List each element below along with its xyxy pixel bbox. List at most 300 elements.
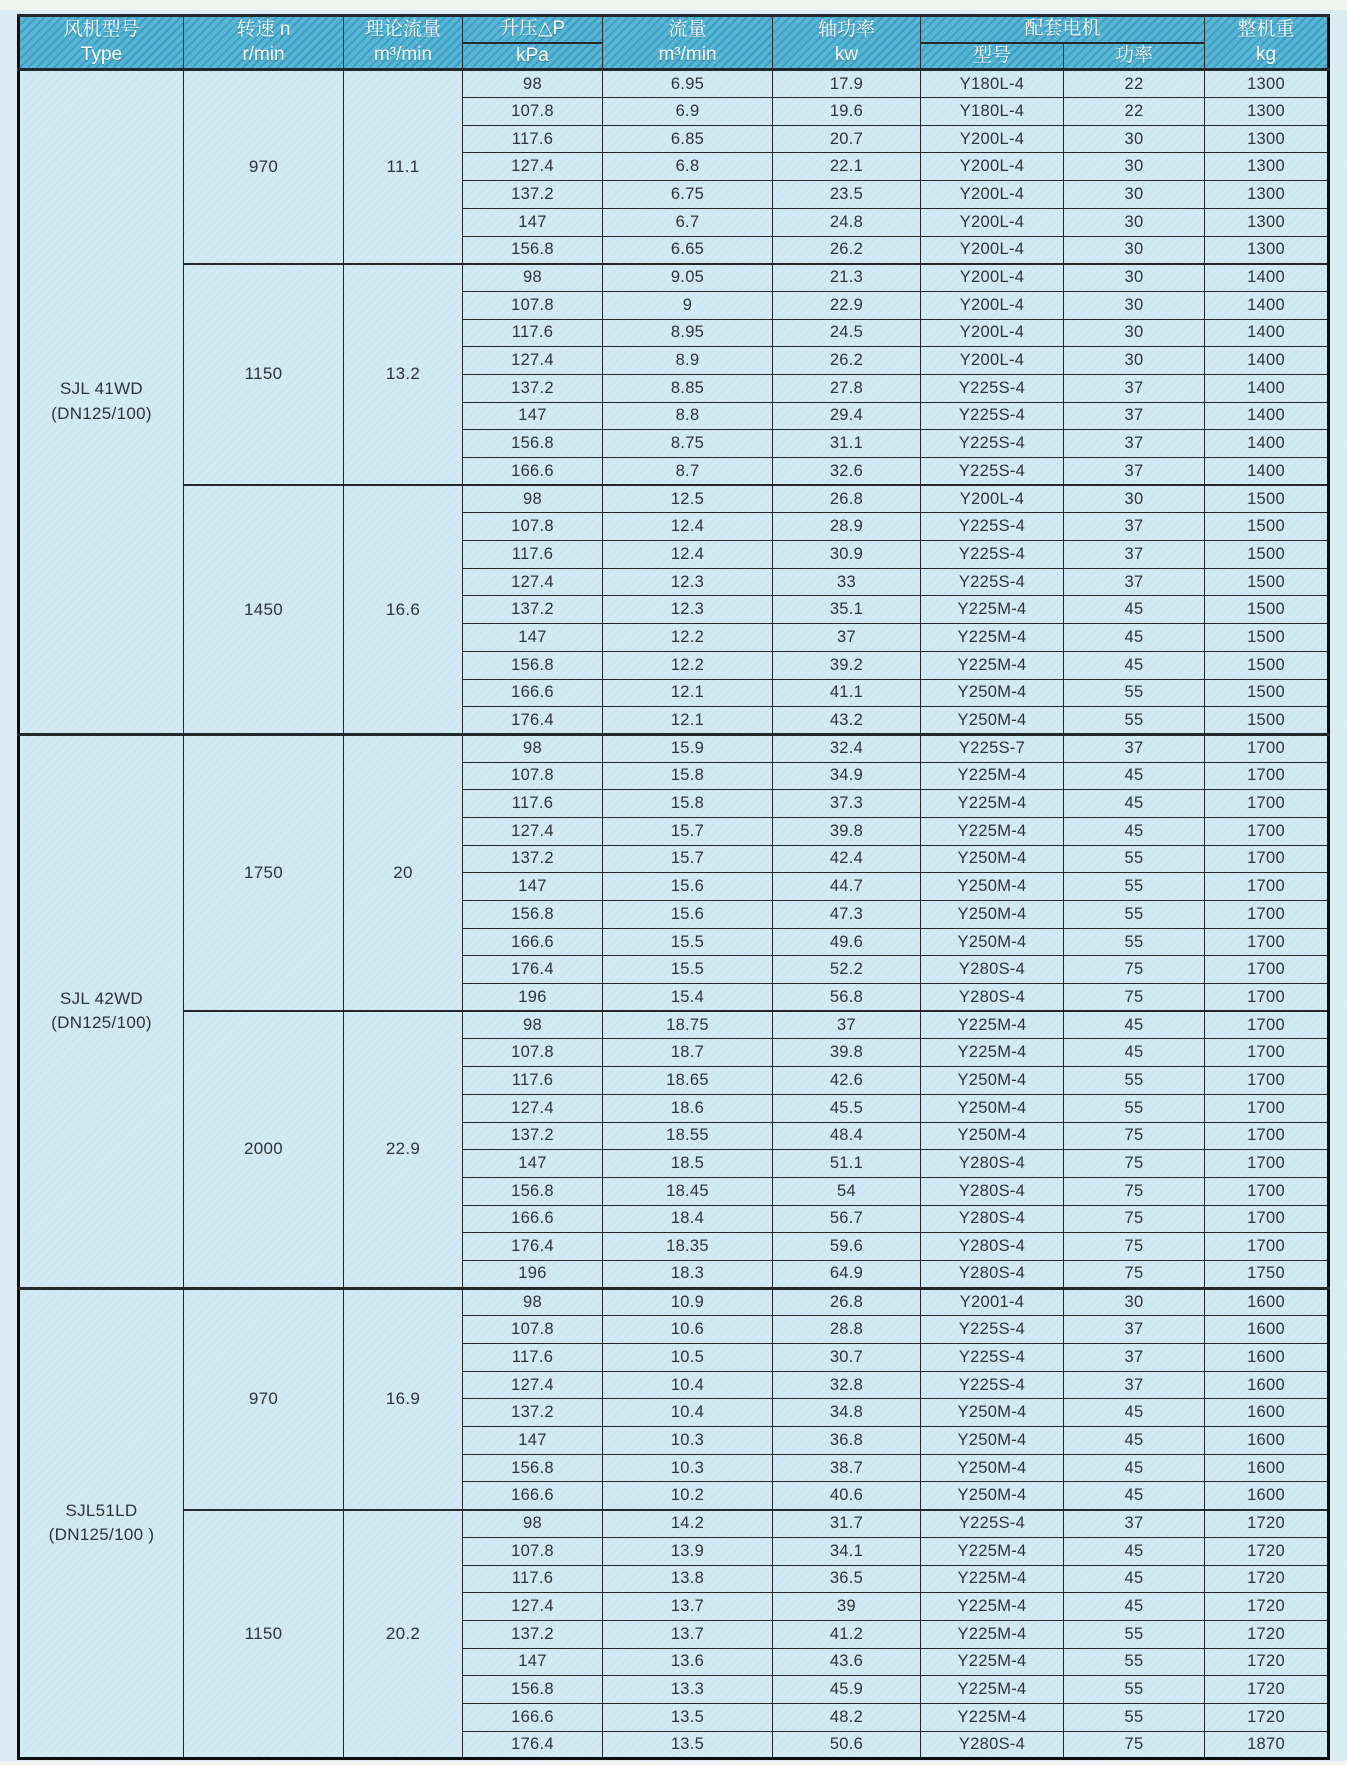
pressure-cell: 176.4	[463, 956, 603, 984]
pressure-cell: 117.6	[463, 1344, 603, 1372]
pressure-cell: 137.2	[463, 181, 603, 209]
motor-power-cell: 45	[1064, 817, 1205, 845]
weight-cell: 1500	[1205, 568, 1329, 596]
header-speed	[184, 16, 344, 70]
pressure-cell: 127.4	[463, 1094, 603, 1122]
motor-model-cell: Y225M-4	[921, 624, 1064, 652]
weight-cell: 1500	[1205, 679, 1329, 707]
pressure-cell: 117.6	[463, 319, 603, 347]
motor-model-cell: Y2001-4	[921, 1288, 1064, 1316]
flow-cell: 6.9	[603, 98, 773, 126]
header-shaft-power-zh: 轴功率	[817, 19, 875, 40]
flow-cell: 8.8	[603, 402, 773, 430]
motor-model-cell: Y225M-4	[921, 1011, 1064, 1039]
motor-model-cell: Y225M-4	[921, 1537, 1064, 1565]
flow-cell: 10.4	[603, 1371, 773, 1399]
flow-cell: 18.5	[603, 1150, 773, 1178]
motor-model-cell: Y180L-4	[921, 70, 1064, 98]
header-fan-model-en: Type	[80, 43, 123, 65]
weight-cell: 1870	[1205, 1731, 1329, 1759]
weight-cell: 1700	[1205, 1150, 1329, 1178]
motor-model-cell: Y250M-4	[921, 901, 1064, 929]
pressure-cell: 127.4	[463, 568, 603, 596]
pressure-cell: 156.8	[463, 901, 603, 929]
shaft-power-cell: 51.1	[773, 1150, 921, 1178]
motor-model-cell: Y200L-4	[921, 208, 1064, 236]
motor-model-cell: Y225M-4	[921, 1648, 1064, 1676]
pressure-cell: 117.6	[463, 541, 603, 569]
header-motor-model: 型号	[921, 43, 1064, 70]
pressure-cell: 127.4	[463, 153, 603, 181]
weight-cell: 1500	[1205, 596, 1329, 624]
flow-cell: 18.65	[603, 1067, 773, 1095]
header-weight-zh: 整机重	[1237, 19, 1295, 40]
fan-model-cell: SJL51LD (DN125/100 )	[19, 1288, 184, 1759]
motor-model-cell: Y200L-4	[921, 291, 1064, 319]
flow-cell: 18.55	[603, 1122, 773, 1150]
motor-power-cell: 45	[1064, 624, 1205, 652]
shaft-power-cell: 34.8	[773, 1399, 921, 1427]
flow-cell: 15.7	[603, 817, 773, 845]
weight-cell: 1600	[1205, 1482, 1329, 1510]
motor-model-cell: Y225M-4	[921, 1620, 1064, 1648]
motor-power-cell: 37	[1064, 458, 1205, 486]
motor-power-cell: 37	[1064, 1510, 1205, 1538]
shaft-power-cell: 56.7	[773, 1205, 921, 1233]
table-row	[19, 1288, 1329, 1316]
weight-cell: 1500	[1205, 485, 1329, 513]
motor-model-cell: Y280S-4	[921, 1260, 1064, 1288]
motor-model-cell: Y250M-4	[921, 1122, 1064, 1150]
weight-cell: 1600	[1205, 1344, 1329, 1372]
theoretical-flow-cell: 13.2	[344, 264, 463, 486]
weight-cell: 1700	[1205, 1233, 1329, 1261]
motor-power-cell: 45	[1064, 1454, 1205, 1482]
flow-cell: 6.85	[603, 125, 773, 153]
shaft-power-cell: 26.2	[773, 236, 921, 264]
flow-cell: 15.5	[603, 956, 773, 984]
pressure-cell: 107.8	[463, 291, 603, 319]
weight-cell: 1500	[1205, 541, 1329, 569]
table-header	[19, 16, 1329, 70]
header-shaft-power-unit: kw	[834, 43, 859, 65]
pressure-cell: 147	[463, 1427, 603, 1455]
shaft-power-cell: 32.8	[773, 1371, 921, 1399]
pressure-cell: 137.2	[463, 1122, 603, 1150]
flow-cell: 15.6	[603, 901, 773, 929]
pressure-cell: 156.8	[463, 1676, 603, 1704]
motor-model-cell: Y225M-4	[921, 596, 1064, 624]
motor-power-cell: 37	[1064, 1371, 1205, 1399]
weight-cell: 1400	[1205, 347, 1329, 375]
motor-model-cell: Y225M-4	[921, 1039, 1064, 1067]
flow-cell: 15.9	[603, 734, 773, 762]
motor-power-cell: 45	[1064, 1427, 1205, 1455]
motor-model-cell: Y200L-4	[921, 153, 1064, 181]
pressure-cell: 147	[463, 624, 603, 652]
shaft-power-cell: 36.8	[773, 1427, 921, 1455]
flow-cell: 8.75	[603, 430, 773, 458]
flow-cell: 12.1	[603, 707, 773, 735]
motor-model-cell: Y200L-4	[921, 347, 1064, 375]
flow-cell: 6.95	[603, 70, 773, 98]
motor-model-cell: Y250M-4	[921, 1067, 1064, 1095]
motor-power-cell: 30	[1064, 236, 1205, 264]
pressure-cell: 166.6	[463, 928, 603, 956]
weight-cell: 1700	[1205, 762, 1329, 790]
weight-cell: 1700	[1205, 1039, 1329, 1067]
shaft-power-cell: 36.5	[773, 1565, 921, 1593]
shaft-power-cell: 31.7	[773, 1510, 921, 1538]
theoretical-flow-cell: 16.9	[344, 1288, 463, 1510]
motor-power-cell: 45	[1064, 1537, 1205, 1565]
weight-cell: 1720	[1205, 1648, 1329, 1676]
motor-power-cell: 37	[1064, 734, 1205, 762]
weight-cell: 1700	[1205, 901, 1329, 929]
shaft-power-cell: 42.4	[773, 845, 921, 873]
motor-power-cell: 37	[1064, 1316, 1205, 1344]
flow-cell: 13.7	[603, 1620, 773, 1648]
motor-model-cell: Y225S-4	[921, 374, 1064, 402]
motor-power-cell: 45	[1064, 1011, 1205, 1039]
motor-model-cell: Y250M-4	[921, 1454, 1064, 1482]
weight-cell: 1700	[1205, 1094, 1329, 1122]
weight-cell: 1600	[1205, 1427, 1329, 1455]
motor-power-cell: 45	[1064, 1039, 1205, 1067]
motor-model-cell: Y280S-4	[921, 956, 1064, 984]
weight-cell: 1700	[1205, 817, 1329, 845]
motor-model-cell: Y225S-7	[921, 734, 1064, 762]
motor-power-cell: 37	[1064, 568, 1205, 596]
shaft-power-cell: 22.9	[773, 291, 921, 319]
motor-model-cell: Y225M-4	[921, 817, 1064, 845]
table-row	[19, 734, 1329, 762]
motor-model-cell: Y225S-4	[921, 541, 1064, 569]
motor-power-cell: 45	[1064, 1593, 1205, 1621]
weight-cell: 1700	[1205, 1122, 1329, 1150]
motor-power-cell: 45	[1064, 1565, 1205, 1593]
weight-cell: 1720	[1205, 1620, 1329, 1648]
motor-model-cell: Y225S-4	[921, 402, 1064, 430]
shaft-power-cell: 17.9	[773, 70, 921, 98]
shaft-power-cell: 31.1	[773, 430, 921, 458]
motor-power-cell: 75	[1064, 1731, 1205, 1759]
weight-cell: 1400	[1205, 291, 1329, 319]
flow-cell: 15.7	[603, 845, 773, 873]
speed-cell: 970	[184, 70, 344, 264]
shaft-power-cell: 37	[773, 1011, 921, 1039]
motor-power-cell: 45	[1064, 1482, 1205, 1510]
weight-cell: 1300	[1205, 181, 1329, 209]
shaft-power-cell: 43.6	[773, 1648, 921, 1676]
header-pressure-rise: 升压△P	[463, 16, 603, 43]
flow-cell: 12.2	[603, 651, 773, 679]
motor-model-cell: Y225M-4	[921, 1565, 1064, 1593]
pressure-cell: 137.2	[463, 596, 603, 624]
header-theoretical-flow-unit: m³/min	[373, 43, 433, 65]
flow-cell: 9	[603, 291, 773, 319]
motor-model-cell: Y280S-4	[921, 984, 1064, 1012]
weight-cell: 1700	[1205, 790, 1329, 818]
shaft-power-cell: 39.2	[773, 651, 921, 679]
weight-cell: 1300	[1205, 98, 1329, 126]
table-row	[19, 485, 1329, 513]
shaft-power-cell: 19.6	[773, 98, 921, 126]
header-weight	[1205, 16, 1329, 70]
motor-power-cell: 55	[1064, 873, 1205, 901]
header-shaft-power	[773, 16, 921, 70]
motor-model-cell: Y200L-4	[921, 485, 1064, 513]
pressure-cell: 156.8	[463, 1177, 603, 1205]
weight-cell: 1700	[1205, 984, 1329, 1012]
weight-cell: 1400	[1205, 402, 1329, 430]
flow-cell: 15.5	[603, 928, 773, 956]
weight-cell: 1720	[1205, 1537, 1329, 1565]
pressure-cell: 107.8	[463, 1039, 603, 1067]
shaft-power-cell: 39	[773, 1593, 921, 1621]
pressure-cell: 98	[463, 734, 603, 762]
pressure-cell: 196	[463, 1260, 603, 1288]
weight-cell: 1720	[1205, 1676, 1329, 1704]
flow-cell: 13.6	[603, 1648, 773, 1676]
weight-cell: 1700	[1205, 956, 1329, 984]
table-row	[19, 1011, 1329, 1039]
pressure-cell: 176.4	[463, 1233, 603, 1261]
pressure-cell: 147	[463, 208, 603, 236]
flow-cell: 10.3	[603, 1454, 773, 1482]
motor-model-cell: Y250M-4	[921, 1094, 1064, 1122]
motor-model-cell: Y225S-4	[921, 568, 1064, 596]
pressure-cell: 107.8	[463, 98, 603, 126]
motor-power-cell: 55	[1064, 1648, 1205, 1676]
motor-power-cell: 55	[1064, 679, 1205, 707]
weight-cell: 1300	[1205, 70, 1329, 98]
pressure-cell: 98	[463, 1510, 603, 1538]
shaft-power-cell: 24.8	[773, 208, 921, 236]
pressure-cell: 107.8	[463, 1537, 603, 1565]
weight-cell: 1500	[1205, 513, 1329, 541]
weight-cell: 1400	[1205, 374, 1329, 402]
flow-cell: 13.8	[603, 1565, 773, 1593]
pressure-cell: 147	[463, 1648, 603, 1676]
header-fan-model-zh: 风机型号	[63, 19, 140, 40]
table-row	[19, 264, 1329, 292]
motor-power-cell: 75	[1064, 1177, 1205, 1205]
weight-cell: 1700	[1205, 1177, 1329, 1205]
pressure-cell: 107.8	[463, 513, 603, 541]
motor-model-cell: Y280S-4	[921, 1233, 1064, 1261]
motor-model-cell: Y250M-4	[921, 1427, 1064, 1455]
motor-model-cell: Y200L-4	[921, 181, 1064, 209]
weight-cell: 1700	[1205, 845, 1329, 873]
flow-cell: 8.9	[603, 347, 773, 375]
flow-cell: 13.9	[603, 1537, 773, 1565]
shaft-power-cell: 23.5	[773, 181, 921, 209]
motor-power-cell: 30	[1064, 208, 1205, 236]
motor-model-cell: Y280S-4	[921, 1150, 1064, 1178]
pressure-cell: 117.6	[463, 1565, 603, 1593]
shaft-power-cell: 28.9	[773, 513, 921, 541]
shaft-power-cell: 21.3	[773, 264, 921, 292]
motor-power-cell: 75	[1064, 956, 1205, 984]
flow-cell: 18.45	[603, 1177, 773, 1205]
pressure-cell: 176.4	[463, 1731, 603, 1759]
shaft-power-cell: 26.2	[773, 347, 921, 375]
flow-cell: 14.2	[603, 1510, 773, 1538]
motor-model-cell: Y225S-4	[921, 1316, 1064, 1344]
motor-power-cell: 55	[1064, 845, 1205, 873]
shaft-power-cell: 29.4	[773, 402, 921, 430]
flow-cell: 6.7	[603, 208, 773, 236]
fan-model-cell: SJL 42WD (DN125/100)	[19, 734, 184, 1288]
pressure-cell: 166.6	[463, 1703, 603, 1731]
motor-model-cell: Y225M-4	[921, 651, 1064, 679]
pressure-cell: 137.2	[463, 1620, 603, 1648]
pressure-cell: 98	[463, 1011, 603, 1039]
flow-cell: 8.7	[603, 458, 773, 486]
motor-power-cell: 45	[1064, 596, 1205, 624]
flow-cell: 12.3	[603, 596, 773, 624]
shaft-power-cell: 33	[773, 568, 921, 596]
shaft-power-cell: 59.6	[773, 1233, 921, 1261]
motor-power-cell: 37	[1064, 541, 1205, 569]
pressure-cell: 156.8	[463, 236, 603, 264]
motor-model-cell: Y280S-4	[921, 1177, 1064, 1205]
weight-cell: 1750	[1205, 1260, 1329, 1288]
header-pressure-unit: kPa	[463, 43, 603, 70]
header-theoretical-flow-zh: 理论流量	[364, 19, 441, 40]
flow-cell: 10.2	[603, 1482, 773, 1510]
pressure-cell: 147	[463, 873, 603, 901]
pressure-cell: 107.8	[463, 1316, 603, 1344]
motor-power-cell: 75	[1064, 1122, 1205, 1150]
flow-cell: 13.3	[603, 1676, 773, 1704]
pressure-cell: 147	[463, 1150, 603, 1178]
flow-cell: 10.6	[603, 1316, 773, 1344]
motor-model-cell: Y200L-4	[921, 236, 1064, 264]
motor-model-cell: Y225M-4	[921, 790, 1064, 818]
header-flow	[603, 16, 773, 70]
weight-cell: 1720	[1205, 1565, 1329, 1593]
motor-model-cell: Y225S-4	[921, 1344, 1064, 1372]
flow-cell: 6.75	[603, 181, 773, 209]
pressure-cell: 127.4	[463, 1371, 603, 1399]
weight-cell: 1500	[1205, 707, 1329, 735]
weight-cell: 1700	[1205, 734, 1329, 762]
shaft-power-cell: 44.7	[773, 873, 921, 901]
motor-model-cell: Y225M-4	[921, 1676, 1064, 1704]
shaft-power-cell: 45.5	[773, 1094, 921, 1122]
motor-power-cell: 37	[1064, 374, 1205, 402]
motor-power-cell: 55	[1064, 1703, 1205, 1731]
weight-cell: 1720	[1205, 1510, 1329, 1538]
weight-cell: 1300	[1205, 208, 1329, 236]
shaft-power-cell: 39.8	[773, 817, 921, 845]
motor-power-cell: 22	[1064, 70, 1205, 98]
motor-model-cell: Y280S-4	[921, 1205, 1064, 1233]
motor-power-cell: 45	[1064, 790, 1205, 818]
motor-power-cell: 30	[1064, 264, 1205, 292]
pressure-cell: 156.8	[463, 430, 603, 458]
motor-model-cell: Y250M-4	[921, 873, 1064, 901]
shaft-power-cell: 54	[773, 1177, 921, 1205]
weight-cell: 1300	[1205, 153, 1329, 181]
theoretical-flow-cell: 20.2	[344, 1510, 463, 1759]
flow-cell: 15.6	[603, 873, 773, 901]
pressure-cell: 166.6	[463, 1482, 603, 1510]
motor-power-cell: 30	[1064, 181, 1205, 209]
motor-model-cell: Y250M-4	[921, 707, 1064, 735]
pressure-cell: 156.8	[463, 651, 603, 679]
weight-cell: 1400	[1205, 319, 1329, 347]
flow-cell: 18.35	[603, 1233, 773, 1261]
motor-power-cell: 75	[1064, 1233, 1205, 1261]
flow-cell: 18.6	[603, 1094, 773, 1122]
motor-model-cell: Y225S-4	[921, 430, 1064, 458]
weight-cell: 1300	[1205, 236, 1329, 264]
shaft-power-cell: 52.2	[773, 956, 921, 984]
motor-power-cell: 37	[1064, 430, 1205, 458]
weight-cell: 1300	[1205, 125, 1329, 153]
motor-model-cell: Y200L-4	[921, 319, 1064, 347]
flow-cell: 13.5	[603, 1703, 773, 1731]
shaft-power-cell: 37	[773, 624, 921, 652]
motor-power-cell: 55	[1064, 1094, 1205, 1122]
weight-cell: 1600	[1205, 1316, 1329, 1344]
motor-power-cell: 55	[1064, 1676, 1205, 1704]
pressure-cell: 137.2	[463, 1399, 603, 1427]
flow-cell: 12.4	[603, 541, 773, 569]
flow-cell: 8.85	[603, 374, 773, 402]
header-motor: 配套电机	[921, 16, 1205, 43]
weight-cell: 1600	[1205, 1399, 1329, 1427]
table-row	[19, 1510, 1329, 1538]
flow-cell: 15.8	[603, 762, 773, 790]
pressure-cell: 98	[463, 70, 603, 98]
header-motor-power: 功率	[1064, 43, 1205, 70]
shaft-power-cell: 48.4	[773, 1122, 921, 1150]
motor-power-cell: 55	[1064, 707, 1205, 735]
flow-cell: 12.2	[603, 624, 773, 652]
shaft-power-cell: 50.6	[773, 1731, 921, 1759]
shaft-power-cell: 48.2	[773, 1703, 921, 1731]
motor-model-cell: Y200L-4	[921, 264, 1064, 292]
shaft-power-cell: 45.9	[773, 1676, 921, 1704]
pressure-cell: 117.6	[463, 1067, 603, 1095]
motor-model-cell: Y180L-4	[921, 98, 1064, 126]
pressure-cell: 147	[463, 402, 603, 430]
header-flow-unit: m³/min	[658, 43, 717, 65]
header-speed-unit: r/min	[242, 43, 285, 65]
shaft-power-cell: 41.1	[773, 679, 921, 707]
shaft-power-cell: 41.2	[773, 1620, 921, 1648]
motor-power-cell: 75	[1064, 1150, 1205, 1178]
motor-model-cell: Y225S-4	[921, 1371, 1064, 1399]
weight-cell: 1400	[1205, 264, 1329, 292]
flow-cell: 12.4	[603, 513, 773, 541]
motor-power-cell: 75	[1064, 984, 1205, 1012]
weight-cell: 1700	[1205, 1011, 1329, 1039]
motor-model-cell: Y250M-4	[921, 1399, 1064, 1427]
motor-model-cell: Y250M-4	[921, 928, 1064, 956]
flow-cell: 6.8	[603, 153, 773, 181]
motor-model-cell: Y225M-4	[921, 1593, 1064, 1621]
shaft-power-cell: 42.6	[773, 1067, 921, 1095]
speed-cell: 1750	[184, 734, 344, 1011]
motor-power-cell: 55	[1064, 1620, 1205, 1648]
header-speed-zh: 转速 n	[236, 19, 291, 40]
motor-model-cell: Y225M-4	[921, 1703, 1064, 1731]
